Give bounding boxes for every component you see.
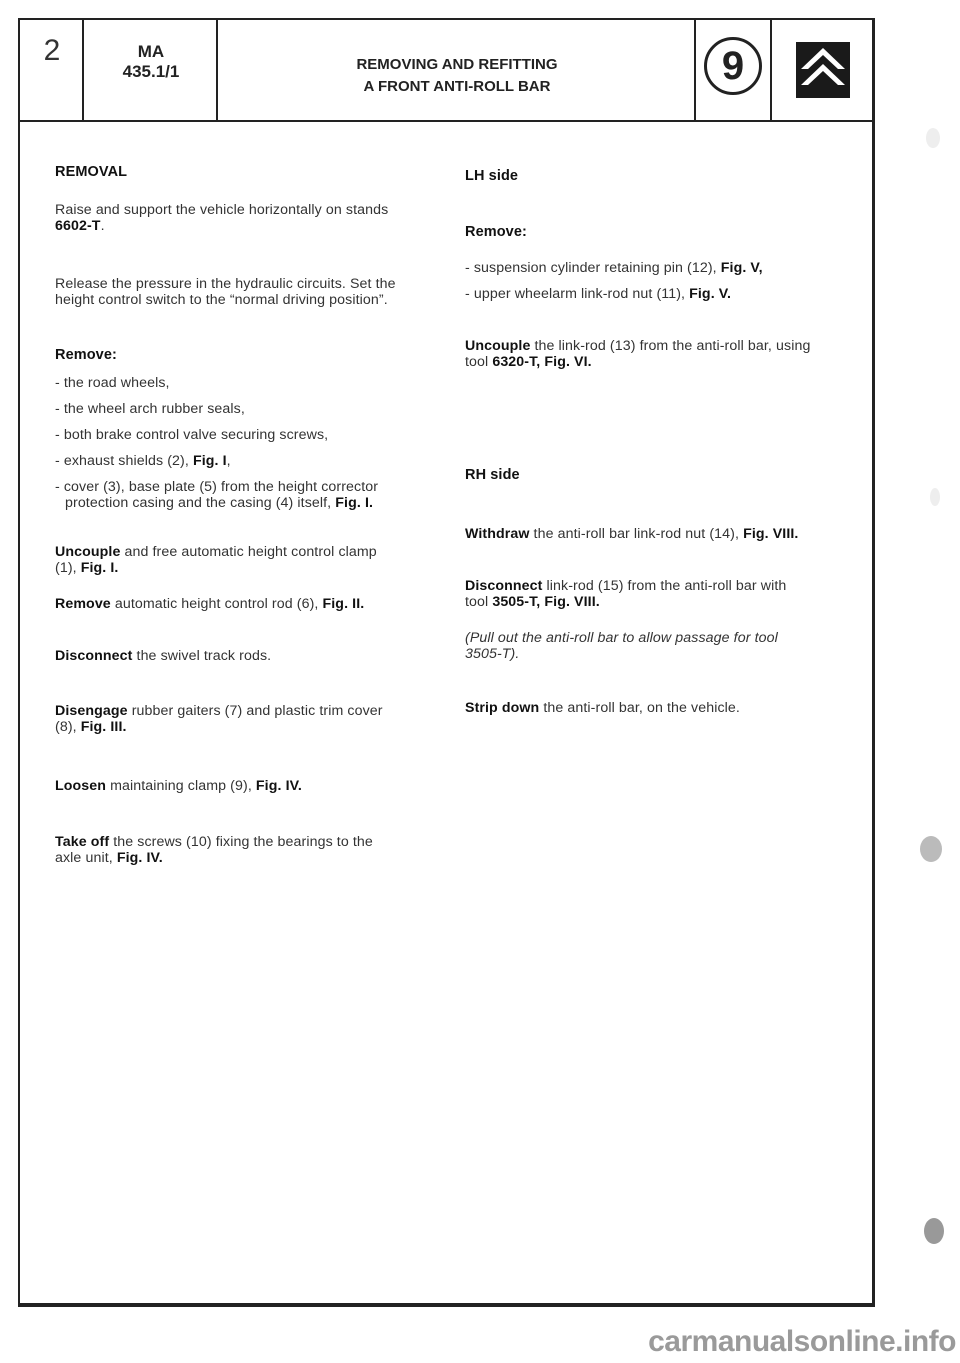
title-cell — [218, 20, 696, 120]
removal-heading: REMOVAL — [55, 164, 128, 180]
remove-item: - the wheel arch rubber seals, — [55, 401, 245, 417]
lh-side-heading: LH side — [465, 168, 519, 184]
pull-out-note: (Pull out the anti-roll bar to allow passage for tool 3505-T). — [465, 630, 778, 662]
reference-line2: 435.1/1 — [122, 62, 180, 81]
strip-down-instruction: Strip down the anti-roll bar, on the vehicle. — [465, 700, 740, 716]
page-frame — [18, 18, 875, 1307]
reference-cell — [84, 20, 218, 120]
disconnect-link-rod-instruction: Disconnect link-rod (15) from the anti-roll bar with tool 3505-T, Fig. VIII. — [465, 578, 787, 610]
title-line2: A FRONT ANTI-ROLL BAR — [363, 78, 551, 95]
watermark-text: carmanualsonline.info — [648, 1325, 956, 1358]
remove-heading: Remove: — [55, 347, 117, 363]
scan-artifact — [920, 836, 942, 862]
page-number: 2 — [43, 34, 61, 67]
title-line1: REMOVING AND REFITTING — [356, 56, 558, 73]
take-off-screws-instruction: Take off the screws (10) fixing the bearings to the axle unit, Fig. IV. — [55, 834, 373, 866]
scan-artifact — [930, 488, 940, 506]
brand-chevron-logo-icon — [796, 42, 850, 98]
remove-rod-instruction: Remove automatic height control rod (6), Fig. II. — [55, 596, 365, 612]
rh-side-heading: RH side — [465, 467, 520, 483]
raise-text: Raise and support the vehicle horizontally on stands — [55, 202, 389, 218]
remove-item-right: - upper wheelarm link-rod nut (11), Fig. V. — [465, 286, 732, 302]
group-number-badge: 9 — [704, 37, 762, 95]
loosen-clamp-instruction: Loosen maintaining clamp (9), Fig. IV. — [55, 778, 302, 794]
page-title — [218, 54, 696, 98]
uncouple-link-rod-instruction: Uncouple the link-rod (13) from the anti-roll bar, using tool 6320-T, Fig. VI. — [465, 338, 811, 370]
disconnect-track-rods-instruction: Disconnect the swivel track rods. — [55, 648, 272, 664]
logo-cell — [772, 20, 872, 120]
page-number-cell — [20, 20, 84, 120]
remove-item: - both brake control valve securing screws, — [55, 427, 329, 443]
reference-code — [84, 42, 218, 82]
remove-item: - the road wheels, — [55, 375, 170, 391]
raise-instruction: Raise and support the vehicle horizontally on stands 6602-T. — [55, 202, 389, 234]
withdraw-nut-instruction: Withdraw the anti-roll bar link-rod nut (14), Fig. VIII. — [465, 526, 799, 542]
reference-line1: MA — [137, 42, 165, 61]
remove-item: - exhaust shields (2), Fig. I, — [55, 453, 231, 469]
release-pressure-instruction: Release the pressure in the hydraulic circuits. Set the height control switch to the “normal driving position”. — [55, 276, 396, 308]
remove-item: - cover (3), base plate (5) from the height corrector protection casing and the casing (4) itself, Fig. I. — [55, 479, 379, 511]
stand-tool-number: 6602-T — [55, 218, 101, 234]
header-box — [20, 20, 872, 122]
scan-artifact — [926, 128, 940, 148]
group-cell — [696, 20, 772, 120]
remove-heading-right: Remove: — [465, 224, 527, 240]
scan-artifact — [924, 1218, 944, 1244]
disengage-gaiters-instruction: Disengage rubber gaiters (7) and plastic trim cover (8), Fig. III. — [55, 703, 383, 735]
remove-item-right: - suspension cylinder retaining pin (12), Fig. V, — [465, 260, 763, 276]
uncouple-clamp-instruction: Uncouple and free automatic height control clamp (1), Fig. I. — [55, 544, 377, 576]
